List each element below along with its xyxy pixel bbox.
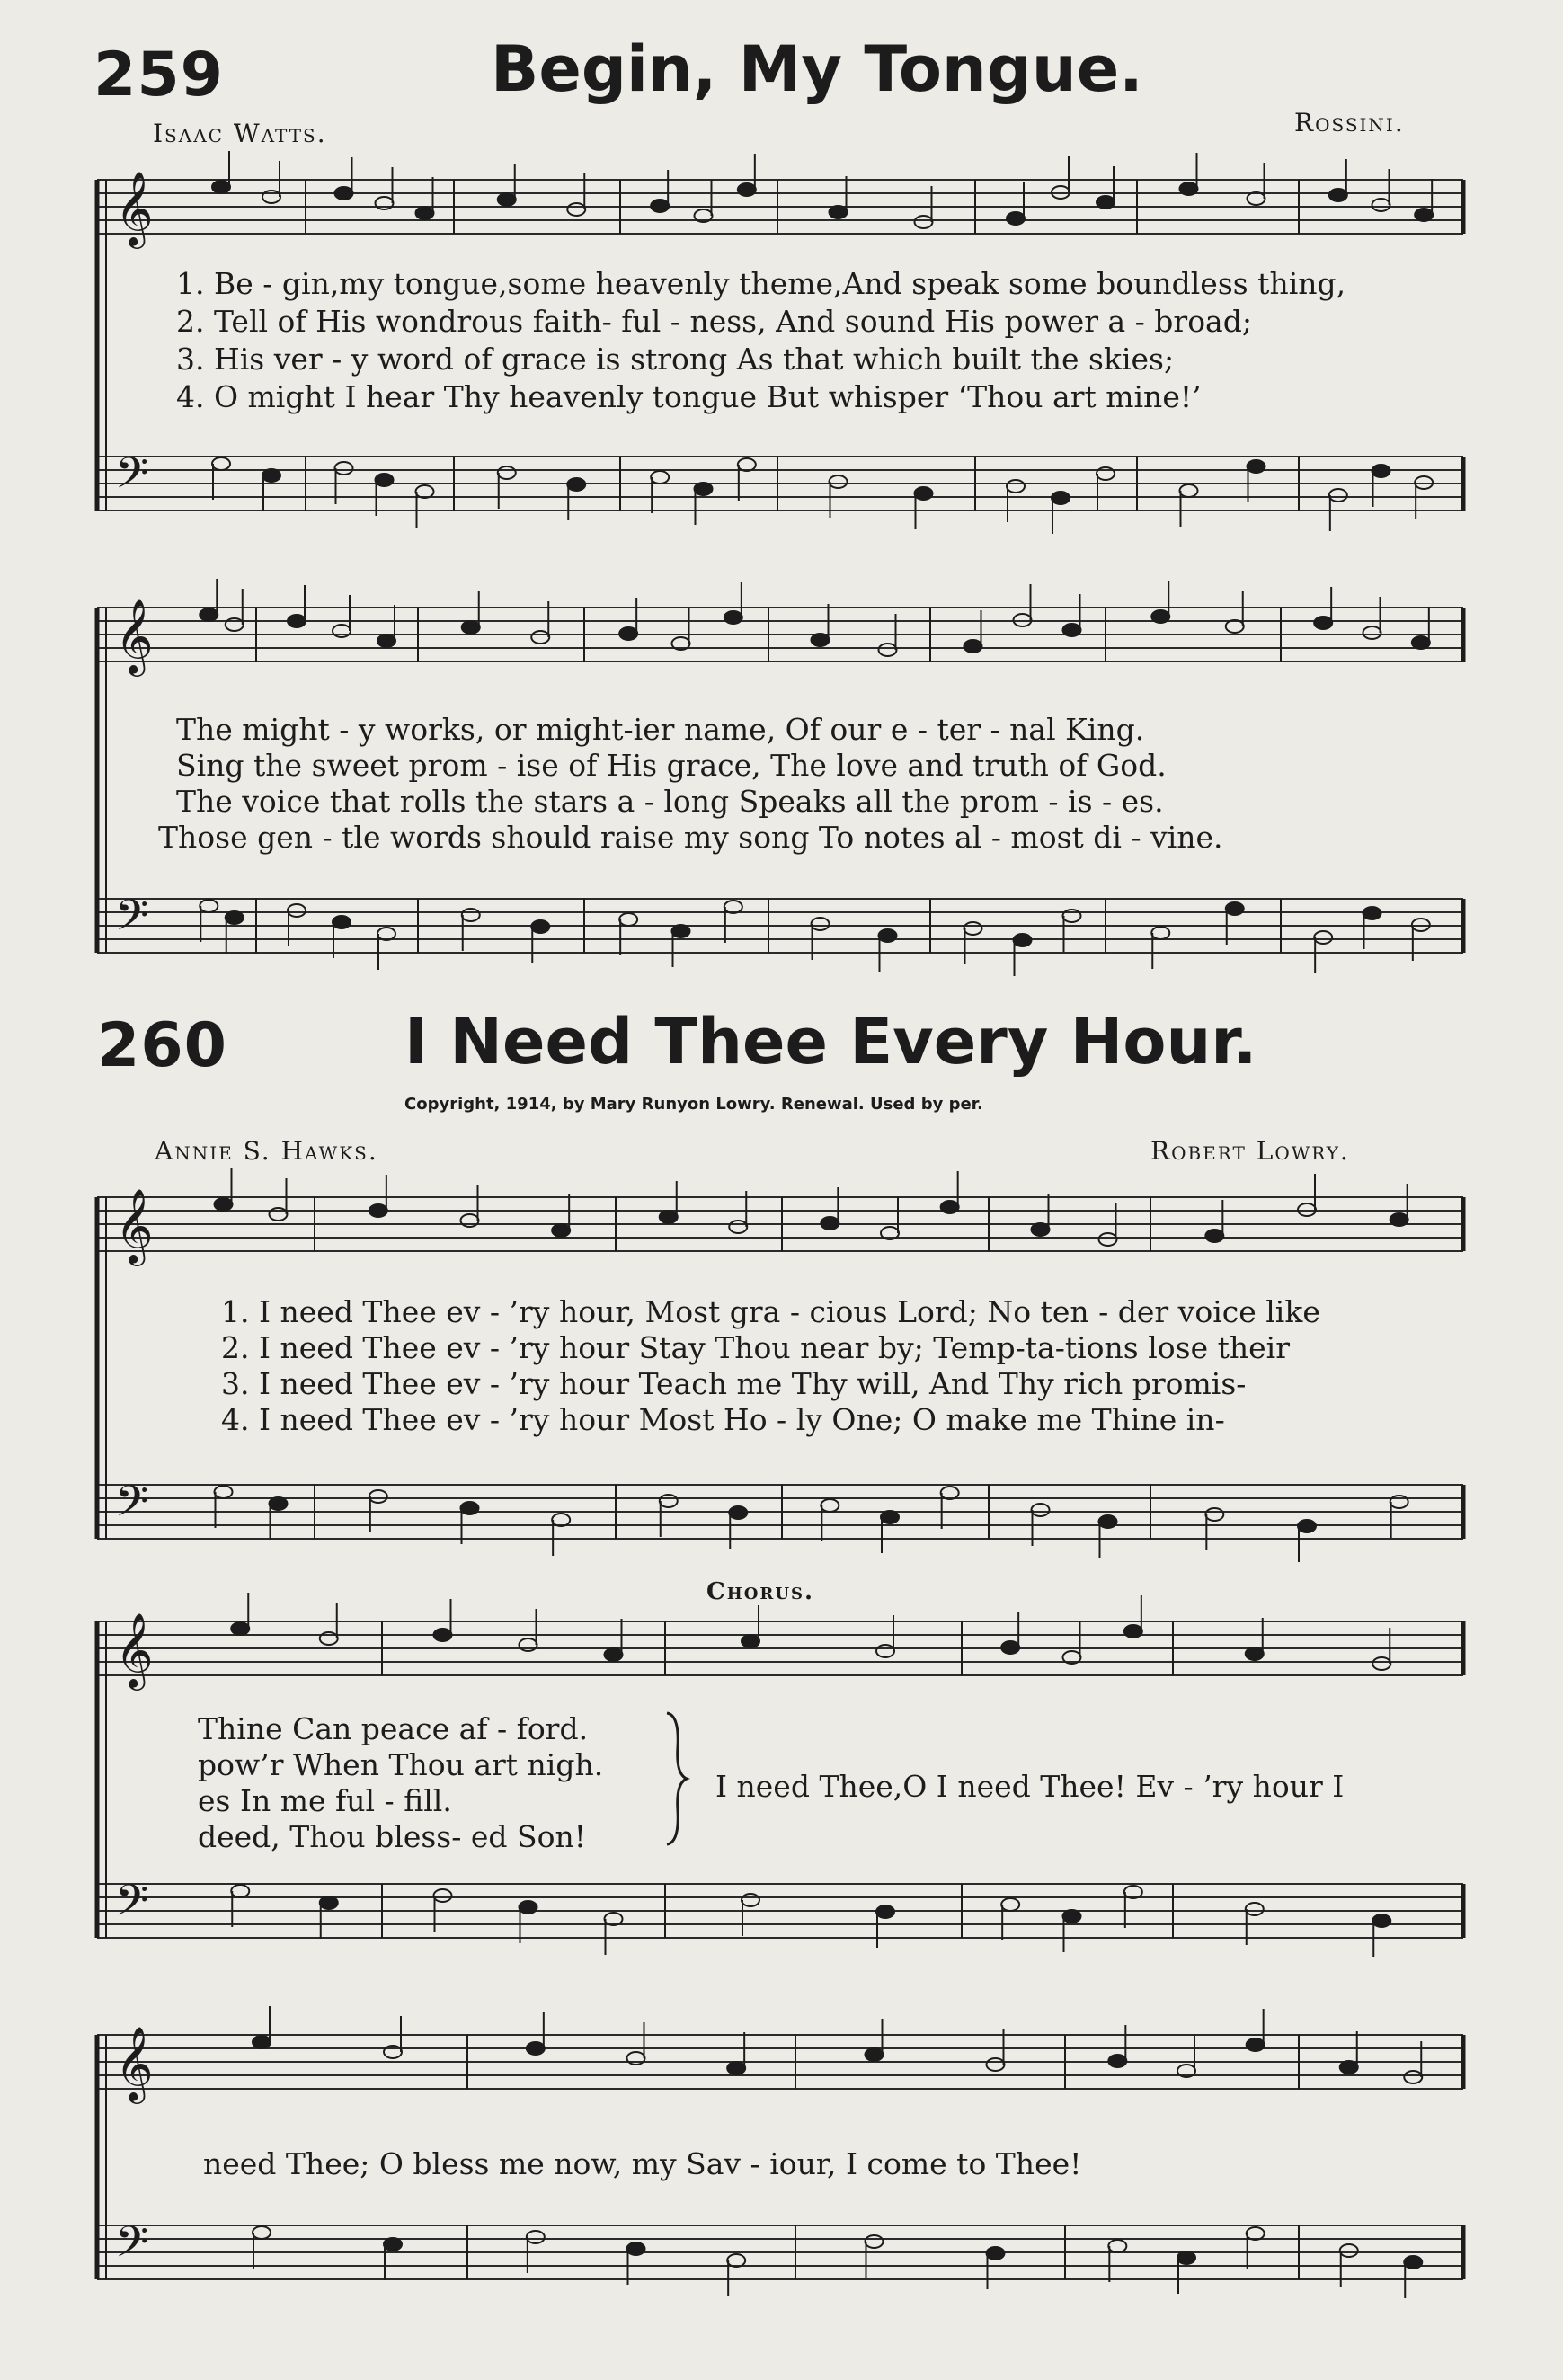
h259-system-2-note bbox=[377, 928, 395, 940]
h260-system-1-note bbox=[369, 1490, 387, 1503]
h260-system-3-note bbox=[627, 2242, 645, 2255]
h260-system-2-note bbox=[876, 1905, 894, 1918]
h259-system-2-note bbox=[531, 920, 549, 933]
h260-system-1-note bbox=[552, 1224, 570, 1237]
h260-system-1-note bbox=[729, 1506, 747, 1519]
h259-system-1-note bbox=[212, 181, 230, 193]
h259-system-1-bass-clef: 𝄢 bbox=[115, 448, 149, 509]
hymn-259-music-credit: Rossini. bbox=[1294, 108, 1405, 138]
h259-system-1-note bbox=[738, 458, 756, 471]
h259-system-1-note bbox=[830, 206, 848, 218]
h259-system-1-note bbox=[498, 193, 516, 206]
h259-system-1-note bbox=[1052, 492, 1070, 504]
h259-system-2-note bbox=[964, 922, 982, 935]
h260-system-2-note bbox=[876, 1645, 894, 1657]
h259-system-2-note bbox=[619, 913, 637, 926]
h260-system-2-note bbox=[1372, 1657, 1390, 1670]
h260-system-1-note bbox=[1099, 1515, 1117, 1528]
h260-system-3-note bbox=[866, 2048, 884, 2061]
h260-system-1-note bbox=[729, 1221, 747, 1233]
h260-system-2-note bbox=[1001, 1898, 1019, 1911]
h259-system-2-note bbox=[1226, 620, 1244, 633]
hymn-259-number: 259 bbox=[93, 40, 224, 111]
h259-system-2-note bbox=[226, 911, 244, 924]
h260-system-1-treble-clef: 𝄞 bbox=[115, 1187, 154, 1263]
h260-system-2-note bbox=[320, 1896, 338, 1909]
h260-system-2-note bbox=[605, 1913, 623, 1925]
h260-system-2-note bbox=[742, 1894, 759, 1906]
hymn-260-words-credit: Annie S. Hawks. bbox=[155, 1136, 378, 1166]
hymn-259-title: Begin, My Tongue. bbox=[491, 32, 1143, 106]
h260-system-1-note bbox=[881, 1511, 899, 1523]
h259-system-2-note bbox=[619, 627, 637, 640]
hymn-259-verse-3-line-a: 3. His ver - y word of grace is strong As that which built the skies; bbox=[176, 342, 1175, 377]
hymn-260-title: I Need Thee Every Hour. bbox=[404, 1005, 1257, 1079]
h260-system-3-note bbox=[384, 2238, 402, 2251]
h259-system-2-note bbox=[1226, 902, 1244, 915]
h260-system-1-note bbox=[1099, 1233, 1117, 1246]
h259-system-1-note bbox=[1329, 489, 1347, 502]
h259-system-1-note bbox=[567, 203, 585, 216]
h260-system-2-note bbox=[1124, 1886, 1142, 1898]
h260-system-1-note bbox=[821, 1499, 839, 1512]
h259-system-1-note bbox=[651, 471, 669, 484]
h259-system-1-note bbox=[498, 466, 516, 479]
h259-system-1-note bbox=[738, 183, 756, 196]
h259-system-2-note bbox=[200, 900, 218, 912]
h260-system-2-note bbox=[1124, 1625, 1142, 1638]
hymn-260-verse-4-line: 4. I need Thee ev - ’ry hour Most Ho - ly One; O make me Thine in- bbox=[221, 1402, 1225, 1437]
h260-system-1-bass-clef: 𝄢 bbox=[115, 1476, 149, 1537]
h260-system-3-note bbox=[527, 2231, 545, 2243]
h259-system-1-note bbox=[1415, 209, 1433, 221]
h260-system-1-note bbox=[941, 1487, 959, 1499]
h259-system-2-note bbox=[1151, 927, 1169, 939]
h259-system-1-note bbox=[335, 462, 353, 475]
h259-system-2-note bbox=[1063, 624, 1081, 636]
h259-system-2-note bbox=[333, 916, 351, 928]
h260-system-2-note bbox=[1246, 1647, 1264, 1660]
h260-system-1-note bbox=[1032, 1504, 1050, 1516]
hymn-259-words-credit: Isaac Watts. bbox=[153, 119, 327, 148]
h260-system-3-bass-clef: 𝄢 bbox=[115, 2216, 149, 2278]
h259-system-1-note bbox=[262, 469, 280, 482]
h259-system-1-note bbox=[830, 475, 848, 488]
h260-system-3-note bbox=[1404, 2071, 1422, 2083]
h259-system-2-note bbox=[812, 634, 830, 646]
h260-system-3-note bbox=[1247, 2227, 1265, 2240]
h260-system-1-note bbox=[215, 1486, 233, 1498]
hymn-259-verse-2-line-b: Sing the sweet prom - ise of His grace, The love and truth of God. bbox=[176, 748, 1167, 783]
h260-system-1-note bbox=[1205, 1508, 1223, 1521]
h259-system-1-note bbox=[915, 487, 933, 500]
h259-system-1-note bbox=[695, 483, 713, 495]
h260-system-1-note bbox=[1390, 1213, 1408, 1226]
hymn-260-copyright: Copyright, 1914, by Mary Runyon Lowry. Renewal. Used by per. bbox=[404, 1095, 983, 1114]
h259-system-1-note bbox=[1248, 460, 1265, 473]
h259-system-2-note bbox=[672, 925, 690, 937]
h259-system-2-note bbox=[1014, 934, 1032, 946]
h259-system-1-note bbox=[335, 187, 353, 200]
h260-system-2-bass-clef: 𝄢 bbox=[115, 1875, 149, 1936]
h259-system-2-note bbox=[1314, 617, 1332, 629]
hymn-259-verse-1-line-b: The might - y works, or might-ier name, Of our e - ter - nal King. bbox=[176, 712, 1145, 747]
h259-system-1-note bbox=[212, 457, 230, 470]
hymn-259-verse-4-line-a: 4. O might I hear Thy heavenly tongue But whisper ‘Thou art mine!’ bbox=[176, 379, 1202, 414]
h259-system-1-note bbox=[1180, 182, 1198, 195]
h260-system-2-note bbox=[434, 1629, 452, 1641]
h260-system-3-note bbox=[987, 2247, 1005, 2260]
h259-system-1-note bbox=[1007, 212, 1025, 225]
h259-system-1-note bbox=[1180, 484, 1198, 497]
h260-system-2-note bbox=[520, 1901, 537, 1914]
h259-system-1-note bbox=[1329, 189, 1347, 201]
h260-system-2-note bbox=[1063, 1910, 1081, 1923]
h260-system-2-note bbox=[1372, 1914, 1390, 1927]
h259-system-2-bass-clef: 𝄢 bbox=[115, 890, 149, 951]
hymn-260-number: 260 bbox=[97, 1010, 227, 1081]
h260-system-3-note bbox=[527, 2042, 545, 2055]
chorus-label: Chorus. bbox=[706, 1578, 815, 1605]
h260-system-3-note bbox=[1108, 2240, 1126, 2252]
hymn-259-verse-1-line-a: 1. Be - gin,my tongue,some heavenly theme,And speak some boundless thing, bbox=[176, 266, 1346, 301]
h259-system-1-note bbox=[1372, 199, 1390, 211]
h260-system-3-note bbox=[1340, 2244, 1358, 2257]
h260-system-3-note bbox=[987, 2058, 1005, 2071]
h260-system-2-note bbox=[742, 1635, 759, 1647]
hymn-260-verse-2-line: 2. I need Thee ev - ’ry hour Stay Thou near by; Temp-ta-tions lose their bbox=[221, 1330, 1290, 1365]
hymn-259-verse-4-line-b: Those gen - tle words should raise my song To notes al - most di - vine. bbox=[158, 820, 1223, 855]
h260-system-2-note bbox=[1001, 1641, 1019, 1654]
hymn-260-verse-4-end: deed, Thou bless- ed Son! bbox=[198, 1819, 587, 1854]
h260-system-1-note bbox=[1298, 1520, 1316, 1532]
h259-system-2-note bbox=[288, 904, 306, 917]
h259-system-1-note bbox=[915, 216, 933, 228]
h260-system-3-note bbox=[1177, 2251, 1195, 2264]
h259-system-2-note bbox=[462, 621, 480, 634]
hymn-260-verse-2-end: pow’r When Thou art nigh. bbox=[198, 1747, 604, 1782]
h260-system-3-note bbox=[1340, 2061, 1358, 2074]
h260-system-3-note bbox=[1108, 2055, 1126, 2067]
h259-system-2-note bbox=[1412, 636, 1430, 649]
h259-system-2-note bbox=[879, 929, 897, 942]
h260-system-1-note bbox=[941, 1201, 959, 1213]
h260-system-1-note bbox=[1205, 1230, 1223, 1242]
h260-system-1-note bbox=[369, 1204, 387, 1217]
h259-system-1-note bbox=[651, 200, 669, 212]
h259-system-2-note bbox=[879, 644, 897, 656]
h260-system-1-note bbox=[552, 1514, 570, 1526]
h259-system-1-note bbox=[416, 485, 434, 498]
h259-system-2-note bbox=[964, 640, 982, 653]
h260-system-1-note bbox=[821, 1217, 839, 1230]
h259-system-1-note bbox=[1007, 480, 1025, 493]
h260-system-1-note bbox=[660, 1211, 678, 1223]
h259-system-2-note bbox=[377, 635, 395, 647]
h260-system-3-note bbox=[253, 2226, 271, 2239]
h259-system-2-note bbox=[812, 918, 830, 930]
h259-system-2-note bbox=[724, 611, 742, 624]
h259-system-1-note bbox=[376, 474, 394, 486]
h260-system-2-treble-clef: 𝄞 bbox=[115, 1612, 154, 1687]
h260-system-2-note bbox=[605, 1648, 623, 1661]
hymn-259-verse-3-line-b: The voice that rolls the stars a - long Speaks all the prom - is - es. bbox=[176, 784, 1164, 819]
h259-system-1-note bbox=[567, 478, 585, 491]
h259-system-2-note bbox=[531, 631, 549, 644]
h259-system-2-treble-clef: 𝄞 bbox=[115, 598, 154, 673]
h259-system-2-note bbox=[462, 909, 480, 921]
h259-system-1-note bbox=[1248, 192, 1265, 205]
hymn-260-verse-3-line: 3. I need Thee ev - ’ry hour Teach me Thy will, And Thy rich promis- bbox=[221, 1366, 1247, 1401]
hymn-260-chorus-line-2: need Thee; O bless me now, my Sav - iour, I come to Thee! bbox=[203, 2146, 1082, 2181]
hymn-259-verse-2-line-a: 2. Tell of His wondrous faith- ful - ness, And sound His power a - broad; bbox=[176, 304, 1252, 339]
h259-system-1-note bbox=[1097, 196, 1115, 209]
hymn-260-verse-1-end: Thine Can peace af - ford. bbox=[198, 1711, 589, 1746]
h260-system-3-note bbox=[1404, 2256, 1422, 2269]
h260-system-1-note bbox=[270, 1497, 288, 1510]
h259-system-1-treble-clef: 𝄞 bbox=[115, 170, 154, 245]
h259-system-1-note bbox=[1372, 465, 1390, 477]
h260-system-1-note bbox=[660, 1495, 678, 1507]
h260-system-3-note bbox=[866, 2235, 884, 2248]
h259-system-2-note bbox=[288, 615, 306, 627]
h260-system-3-note bbox=[727, 2062, 745, 2074]
h259-system-2-note bbox=[1363, 626, 1381, 639]
h260-system-3-treble-clef: 𝄞 bbox=[115, 2025, 154, 2100]
h260-system-1-note bbox=[461, 1502, 479, 1514]
h260-system-1-note bbox=[215, 1198, 233, 1211]
h259-system-2-note bbox=[1314, 931, 1332, 944]
h260-system-3-note bbox=[1247, 2038, 1265, 2051]
h259-system-1-note bbox=[416, 207, 434, 219]
h260-system-3-note bbox=[253, 2036, 271, 2048]
hymn-260-chorus-line-1: I need Thee,O I need Thee! Ev - ’ry hour I bbox=[715, 1769, 1345, 1804]
h259-system-2-note bbox=[724, 901, 742, 913]
h260-system-1-note bbox=[1032, 1223, 1050, 1236]
h260-system-2-note bbox=[231, 1885, 249, 1897]
h260-system-2-note bbox=[1246, 1903, 1264, 1915]
h260-system-2-note bbox=[434, 1889, 452, 1902]
h259-system-2-note bbox=[1363, 907, 1381, 919]
hymn-260-verse-3-end: es In me ful - fill. bbox=[198, 1783, 452, 1818]
h259-system-2-note bbox=[1151, 610, 1169, 623]
h259-system-2-note bbox=[200, 608, 218, 621]
hymn-260-music-credit: Robert Lowry. bbox=[1150, 1136, 1350, 1166]
h260-system-2-note bbox=[231, 1622, 249, 1635]
h260-system-3-note bbox=[727, 2254, 745, 2267]
hymn-260-verse-1-line: 1. I need Thee ev - ’ry hour, Most gra - cious Lord; No ten - der voice like bbox=[221, 1294, 1320, 1329]
